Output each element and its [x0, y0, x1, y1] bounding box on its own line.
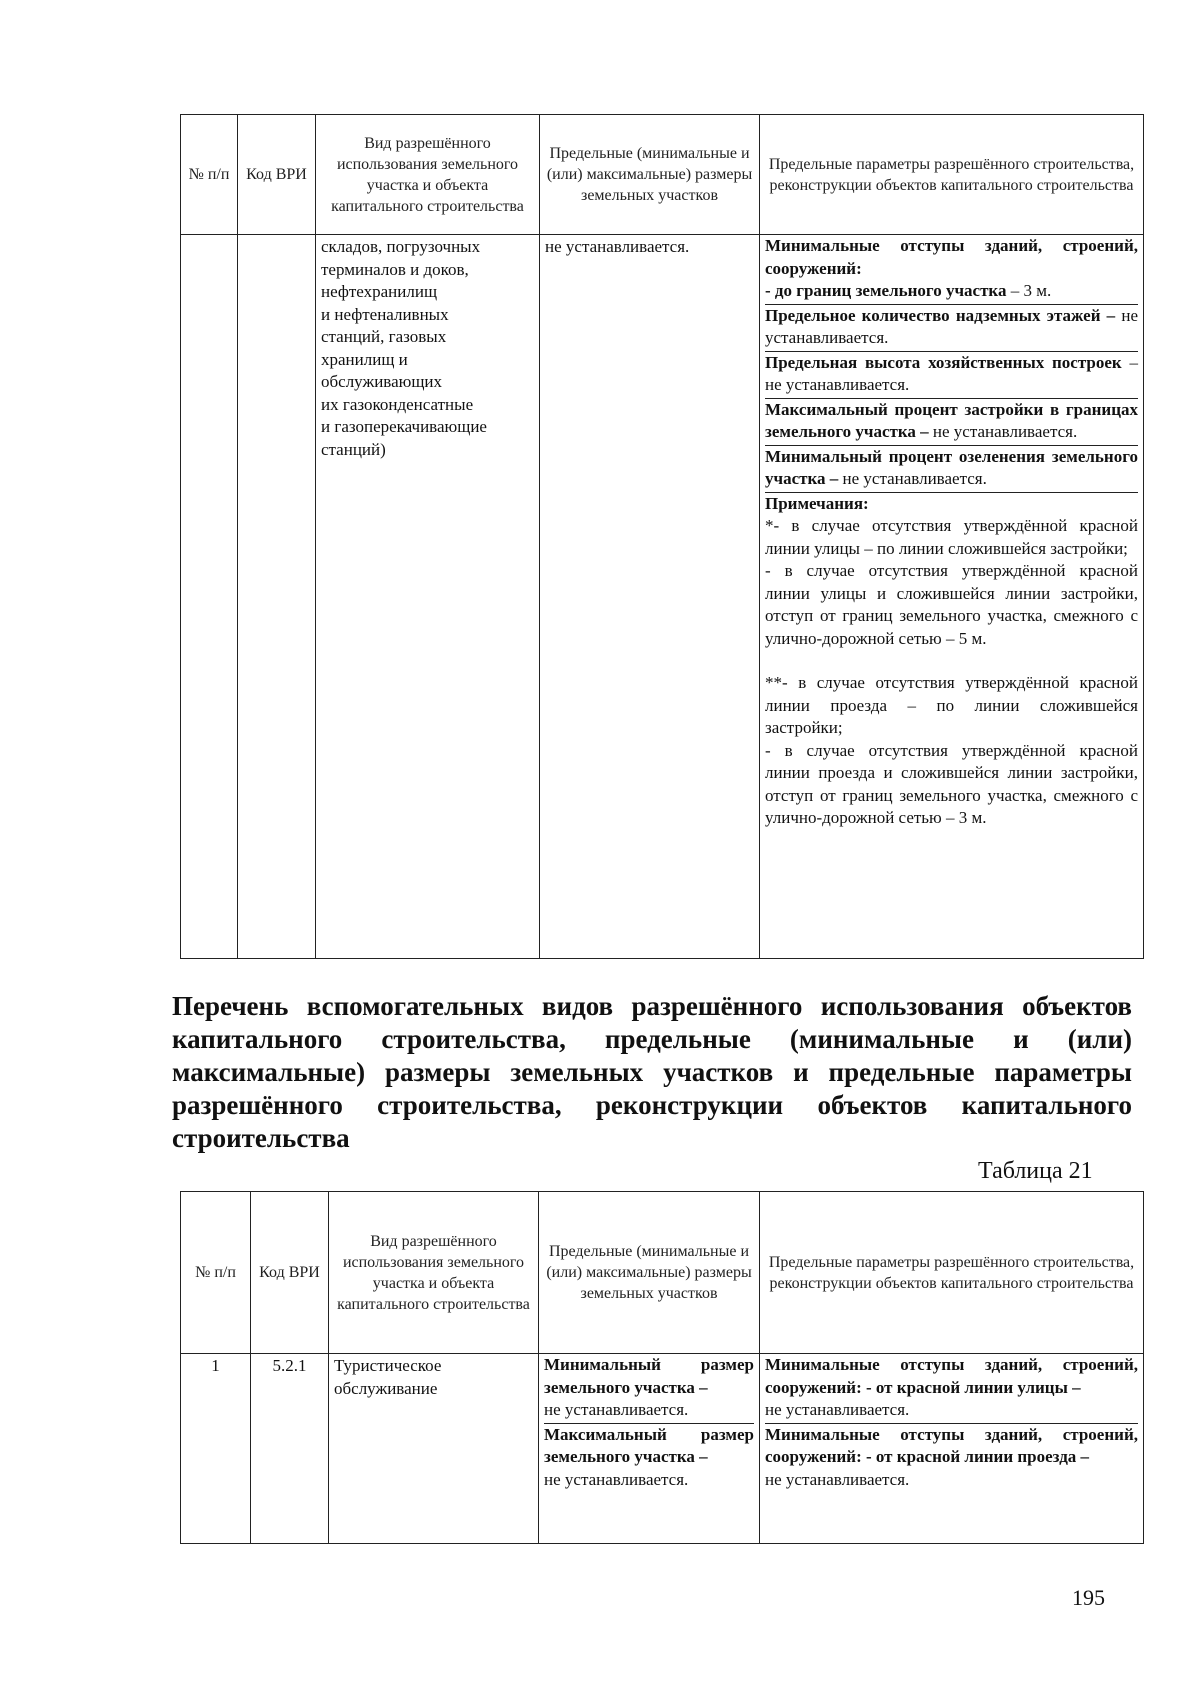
type-line: складов, погрузочных	[321, 237, 481, 256]
param-bold: Максимальный процент застройки в границах земельного участка –	[765, 399, 1138, 441]
cell-num: 1	[181, 1354, 251, 1544]
table-main-uses-continuation	[180, 114, 1144, 959]
type-line: обслуживающих	[321, 372, 443, 391]
type-line: их газоконденсатные	[321, 394, 474, 414]
size-value: не устанавливается.	[544, 1469, 689, 1489]
type-line: нефтехранилищ	[321, 282, 438, 301]
note-item: - в случае отсутствия утверждённой красной линии улицы и сложившейся линии застройки, отступ от границ земельного участка, смежного с улично-дорожной сетью – 5 м.	[765, 561, 1138, 648]
cell-params	[760, 1354, 1144, 1544]
param-value: не устанавливается.	[765, 1469, 910, 1489]
page-number: 195	[1072, 1585, 1105, 1610]
size-bold: Максимальный размер земельного участка –	[544, 1424, 754, 1466]
param-value: не устанавливается.	[765, 1400, 910, 1419]
type-line: и нефтеналивных	[321, 304, 449, 324]
cell-num	[181, 235, 238, 959]
table-auxiliary-uses	[180, 1191, 1144, 1544]
size-min	[544, 1354, 754, 1424]
cell-type	[316, 235, 540, 959]
param-bold-2: - до границ земельного участка	[765, 281, 1007, 300]
cell-params	[760, 235, 1144, 959]
header-type: Вид разрешённого использования земельного участка и объекта капитального строительства	[329, 1192, 539, 1354]
param-min-setbacks	[765, 235, 1138, 305]
type-line: хранилищ и	[321, 349, 408, 369]
section-heading: Перечень вспомогательных видов разрешённого использования объектов капитального строительства, предельные (минимальные и (или) максимальные) размеры земельных участков и предельные параметры разрешённого строительства, реконструкции объектов капитального строительства	[172, 991, 1132, 1153]
param-min-greenery	[765, 446, 1138, 493]
param-value: – 3 м.	[1006, 281, 1052, 300]
param-value: не устанавливается.	[838, 469, 987, 488]
cell-code: 5.2.1	[251, 1354, 329, 1544]
header-type: Вид разрешённого использования земельного участка и объекта капитального строительства	[316, 115, 540, 235]
param-bold: Предельная высота хозяйственных построек	[765, 352, 1122, 372]
param-value: не устанавливается.	[765, 305, 1138, 347]
param-bold: Минимальные отступы зданий, строений, сооружений: - от красной линии проезда –	[765, 1424, 1138, 1466]
size-bold: Минимальный размер земельного участка –	[544, 1355, 754, 1397]
param-floors	[765, 305, 1138, 352]
table-header-row	[181, 1192, 1144, 1354]
size-max	[544, 1424, 754, 1493]
note-item: *- в случае отсутствия утверждённой красной линии улицы – по линии сложившейся застройки;	[765, 516, 1138, 558]
header-num: № п/п	[181, 1192, 251, 1354]
type-line: терминалов и доков,	[321, 259, 469, 279]
header-code: Код ВРИ	[251, 1192, 329, 1354]
header-params: Предельные параметры разрешённого строительства, реконструкции объектов капитального строительства	[760, 1192, 1144, 1354]
param-bold: Минимальный процент озеленения земельного участка –	[765, 446, 1138, 488]
param-setback-street	[765, 1354, 1138, 1424]
header-sizes: Предельные (минимальные и (или) максимальные) размеры земельных участков	[539, 1192, 760, 1354]
notes-title: Примечания:	[765, 493, 869, 513]
param-value: не устанавливается.	[928, 422, 1078, 441]
param-bold: Минимальные отступы зданий, строений, сооружений:	[765, 236, 1138, 278]
cell-sizes	[539, 1354, 760, 1544]
type-line: станций)	[321, 439, 386, 459]
note-item: **- в случае отсутствия утверждённой красной линии проезда – по линии сложившейся застройки;	[765, 673, 1138, 737]
table-row	[181, 1354, 1144, 1544]
param-value: – не устанавливается.	[765, 352, 1139, 394]
table-header-row	[181, 115, 1144, 235]
table-row	[181, 235, 1144, 959]
size-value: не устанавливается.	[544, 1400, 689, 1419]
cell-sizes: не устанавливается.	[540, 235, 760, 959]
type-line: станций, газовых	[321, 327, 447, 346]
cell-code	[238, 235, 316, 959]
header-num: № п/п	[181, 115, 238, 235]
table-label: Таблица 21	[978, 1158, 1093, 1184]
type-line: и газоперекачивающие	[321, 417, 487, 436]
param-setback-driveway	[765, 1424, 1138, 1493]
param-bold: Предельное количество надземных этажей –	[765, 305, 1116, 325]
param-bold: Минимальные отступы зданий, строений, сооружений: - от красной линии улицы –	[765, 1355, 1138, 1397]
note-item: - в случае отсутствия утверждённой красной линии проезда и сложившейся линии застройки, отступ от границ земельного участка, смежного с улично-дорожной сетью – 3 м.	[765, 740, 1138, 827]
header-code: Код ВРИ	[238, 115, 316, 235]
notes-block	[765, 493, 1138, 831]
cell-type: Туристическое обслуживание	[329, 1354, 539, 1544]
header-sizes: Предельные (минимальные и (или) максимальные) размеры земельных участков	[540, 115, 760, 235]
header-params: Предельные параметры разрешённого строительства, реконструкции объектов капитального строительства	[760, 115, 1144, 235]
param-height	[765, 352, 1138, 399]
param-max-coverage	[765, 399, 1138, 446]
